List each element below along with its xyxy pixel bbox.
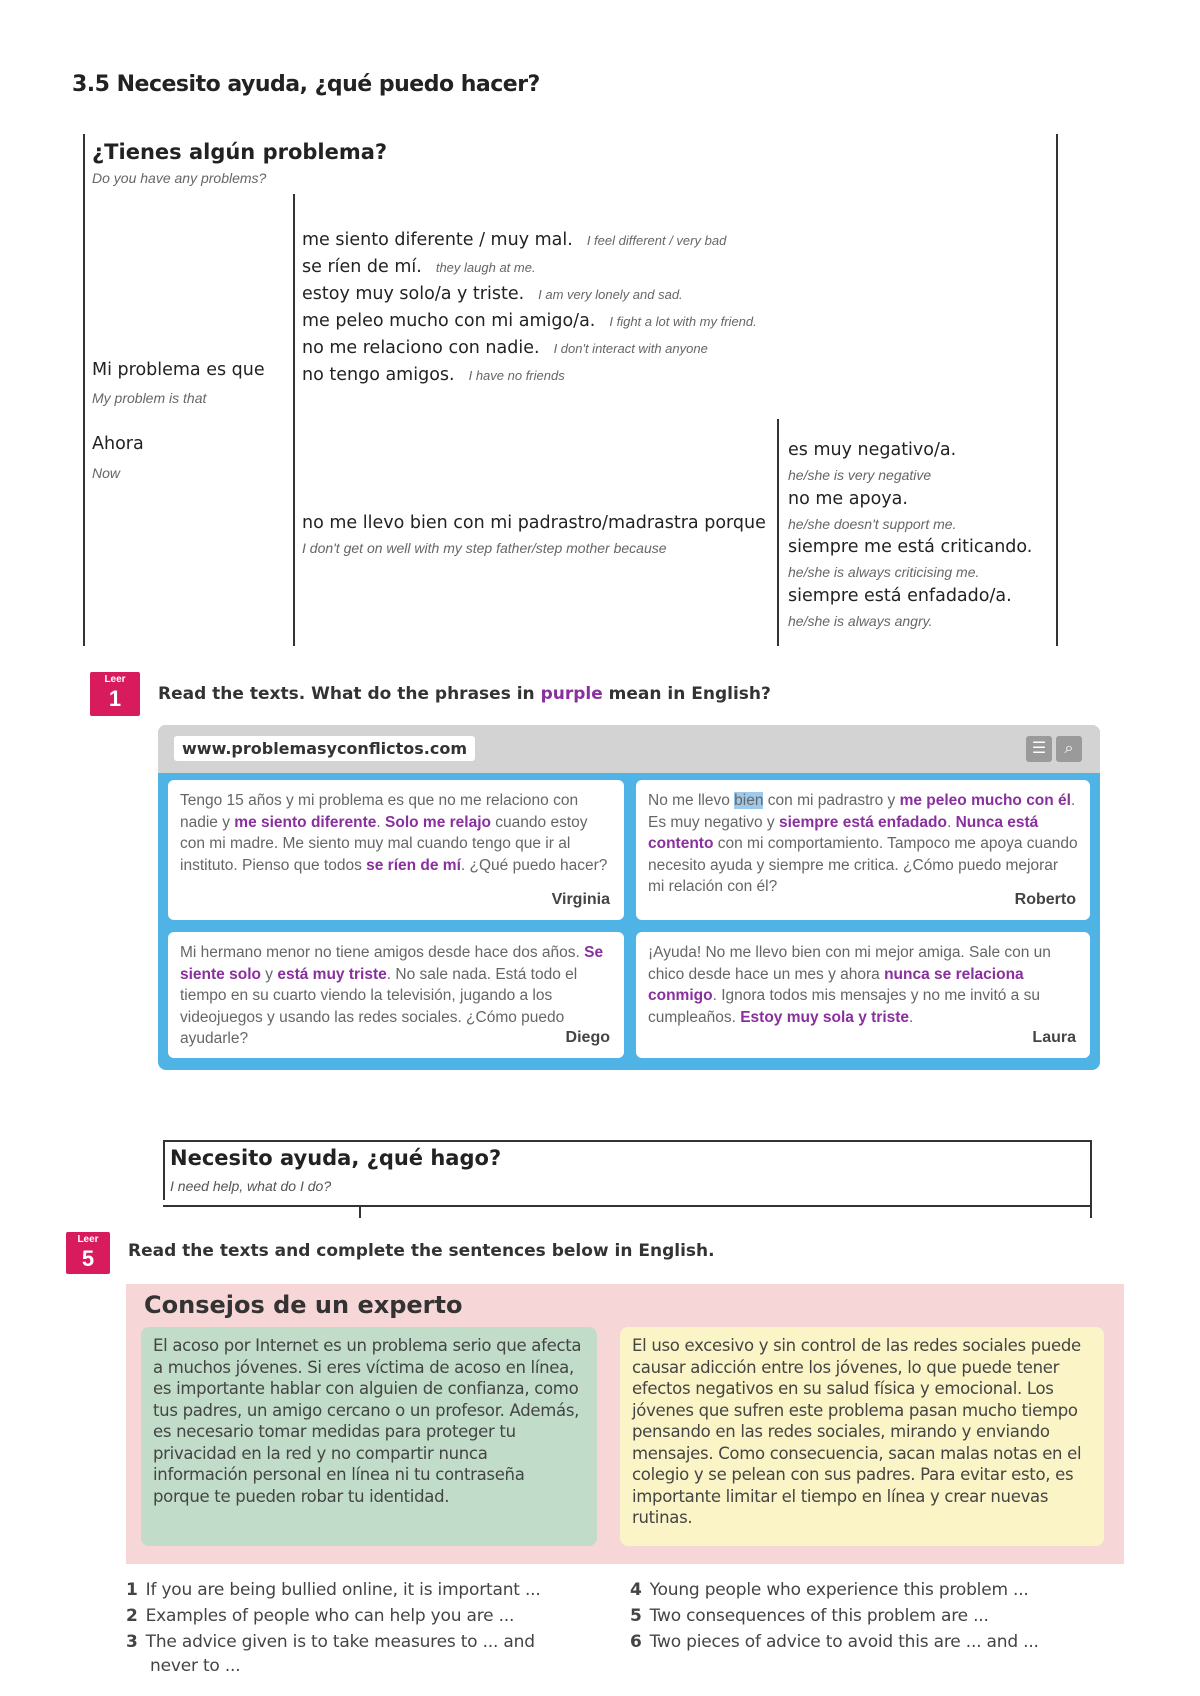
box-stub-line <box>359 1205 361 1218</box>
reason-row-en: he/she doesn't support me. <box>788 516 957 532</box>
question-1: 1 If you are being bullied online, it is important ... <box>126 1580 541 1600</box>
question-6: 6 Two pieces of advice to avoid this are ... and ... <box>630 1632 1039 1652</box>
badge-label: Leer <box>104 674 126 685</box>
post-virginia: Tengo 15 años y mi problema es que no me relaciono con nadie y me siento diferente. Solo me relajo cuando estoy con mi madre. Me siento muy mal cuando tengo que ir al instituto. Pienso que todos se ríen de mí. ¿Qué puedo hacer? Virginia <box>168 780 624 920</box>
badge-number: 1 <box>108 686 122 711</box>
table-divider-1 <box>293 194 295 646</box>
reason-row-en: he/she is always criticising me. <box>788 564 980 580</box>
label-mi-problema: Mi problema es que <box>92 360 265 380</box>
post-roberto: No me llevo bien con mi padrastro y me peleo mucho con él. Es muy negativo y siempre está enfadado. Nunca está contento con mi comportamiento. Tampoco me apoya cuando necesito ayuda y siempre me critica. ¿Cómo puedo mejorar mi relación con él? Roberto <box>636 780 1090 920</box>
problem-row: no tengo amigos. I have no friends <box>302 365 565 385</box>
exercise-1-badge <box>90 672 140 716</box>
exercise-5-instruction: Read the texts and complete the sentences below in English. <box>128 1241 715 1261</box>
exercise-1-instruction: Read the texts. What do the phrases in purple mean in English? <box>158 684 771 704</box>
badge-number: 5 <box>81 1246 95 1271</box>
table-subtitle: Do you have any problems? <box>92 170 267 186</box>
necesito-subtitle: I need help, what do I do? <box>170 1178 332 1194</box>
badge-label: Leer <box>77 1234 99 1245</box>
table-title: ¿Tienes algún problema? <box>92 140 388 164</box>
search-icon[interactable]: ⌕ <box>1056 736 1082 762</box>
consejos-title: Consejos de un experto <box>144 1291 463 1319</box>
reason-row-en: he/she is always angry. <box>788 613 933 629</box>
advice-cyberbullying: El acoso por Internet es un problema serio que afecta a muchos jóvenes. Si eres víctima de acoso en línea, es importante hablar con alguien de confianza, como tus padres, un amigo cercano o un profesor. Además, es necesario tomar medidas para proteger tu privacidad en la red y no compartir nunca información personal en línea ni tu contraseña porque te pueden robar tu identidad. <box>141 1327 597 1546</box>
advice-social-media: El uso excesivo y sin control de las redes sociales puede causar adicción entre los jóvenes, lo que puede tener efectos negativos en su salud física y emocional. Los jóvenes que sufren este problema pasan mucho tiempo pensando en las redes sociales, mirando y enviando mensajes. Como consecuencia, sacan malas notas en el colegio y se pelean con sus padres. Para evitar esto, es importante limitar el tiempo en línea y crear nuevas rutinas. <box>620 1327 1104 1546</box>
author-name: Virginia <box>551 890 610 908</box>
author-name: Roberto <box>1014 890 1076 908</box>
box-top-line <box>163 1140 1092 1142</box>
url-bar[interactable]: www.problemasyconflictos.com <box>174 736 475 761</box>
post-laura: ¡Ayuda! No me llevo bien con mi mejor amiga. Sale con un chico desde hace un mes y ahora nunca se relaciona conmigo. Ignora todos mis mensajes y no me invitó a su cumpleaños. Estoy muy sola y triste. Laura <box>636 932 1090 1058</box>
table-divider-2 <box>777 419 779 646</box>
question-5: 5 Two consequences of this problem are ... <box>630 1606 989 1626</box>
question-3: 3 The advice given is to take measures to ... and never to ... <box>126 1632 535 1676</box>
post-diego: Mi hermano menor no tiene amigos desde hace dos años. Se siente solo y está muy triste. No sale nada. Está todo el tiempo en su cuarto viendo la televisión, jugando a los videojuegos y usando las redes sociales. ¿Cómo puedo ayudarle? Diego <box>168 932 624 1058</box>
reason-row-en: he/she is very negative <box>788 467 932 483</box>
question-4: 4 Young people who experience this problem ... <box>630 1580 1029 1600</box>
padrastro-phrase: no me llevo bien con mi padrastro/madrastra porque <box>302 513 766 533</box>
label-mi-problema-en: My problem is that <box>92 390 207 406</box>
box-bottom-line <box>163 1205 1092 1207</box>
question-2: 2 Examples of people who can help you are ... <box>126 1606 515 1626</box>
necesito-title: Necesito ayuda, ¿qué hago? <box>170 1146 502 1170</box>
problem-row: me peleo mucho con mi amigo/a. I fight a lot with my friend. <box>302 311 757 331</box>
problem-row: no me relaciono con nadie. I don't interact with anyone <box>302 338 708 358</box>
menu-icon[interactable]: ☰ <box>1026 736 1052 762</box>
author-name: Diego <box>565 1028 610 1046</box>
reason-row: no me apoya. <box>788 489 908 509</box>
reason-row: es muy negativo/a. <box>788 440 957 460</box>
problem-row: estoy muy solo/a y triste. I am very lonely and sad. <box>302 284 683 304</box>
box-left-line <box>163 1140 165 1200</box>
page-title: 3.5 Necesito ayuda, ¿qué puedo hacer? <box>72 72 540 97</box>
reason-row: siempre está enfadado/a. <box>788 586 1012 606</box>
reason-row: siempre me está criticando. <box>788 537 1033 557</box>
problem-row: se ríen de mí. they laugh at me. <box>302 257 536 277</box>
label-ahora: Ahora <box>92 434 144 454</box>
exercise-5-badge <box>66 1232 110 1274</box>
problem-row: me siento diferente / muy mal. I feel different / very bad <box>302 230 727 250</box>
label-ahora-en: Now <box>92 465 121 481</box>
padrastro-phrase-en: I don't get on well with my step father/step mother because <box>302 540 667 556</box>
table-border-left <box>83 134 85 646</box>
author-name: Laura <box>1032 1028 1076 1046</box>
table-border-right <box>1056 134 1058 646</box>
